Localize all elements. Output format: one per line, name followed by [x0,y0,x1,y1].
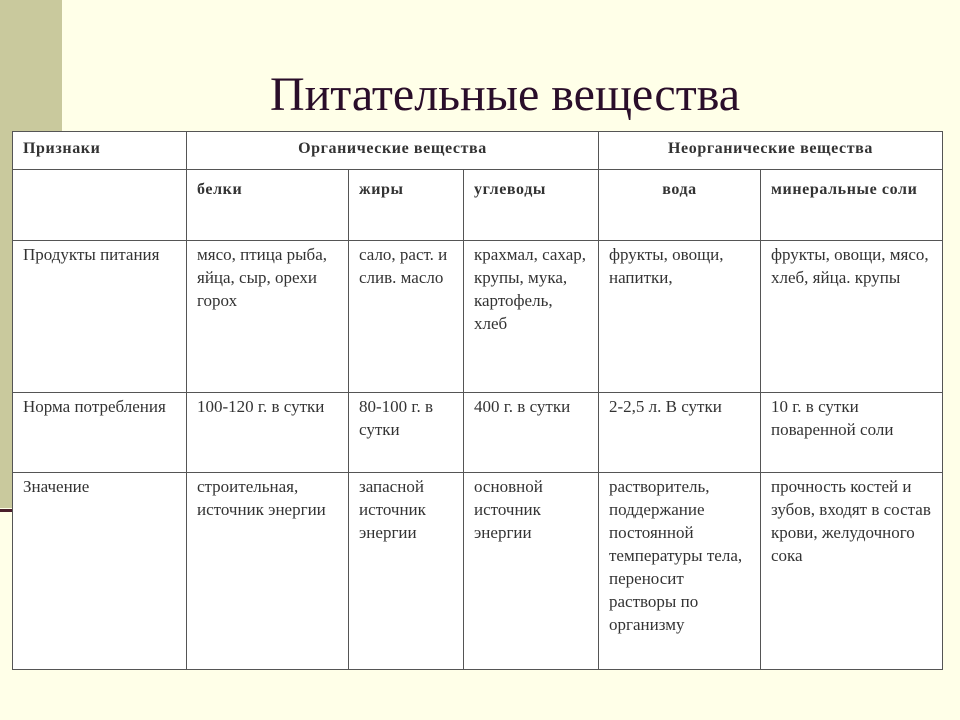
table-subheader-row [13,170,943,241]
header-carbs: углеводы [464,170,599,241]
cell-fats: 80-100 г. в сутки [349,393,464,473]
table-header-row [13,132,943,170]
header-attributes: Признаки [13,132,187,170]
table-row [13,241,943,393]
header-organic: Органические вещества [187,132,599,170]
row-label: Продукты питания [13,241,187,393]
header-minerals: минеральные соли [761,170,943,241]
cell-proteins: 100-120 г. в сутки [187,393,349,473]
cell-water: фрукты, овощи, напитки, [599,241,761,393]
cell-minerals: фрукты, овощи, мясо, хлеб, яйца. крупы [761,241,943,393]
cell-carbs: крахмал, сахар, крупы, мука, картофель, хлеб [464,241,599,393]
row-label: Норма потребления [13,393,187,473]
row-label: Значение [13,473,187,670]
cell-proteins: строительная, источник энергии [187,473,349,670]
table-row [13,473,943,670]
slide-title: Питательные вещества [269,68,741,121]
header-proteins: белки [187,170,349,241]
cell-fats: запасной источник энергии [349,473,464,670]
cell-carbs: основной источник энергии [464,473,599,670]
cell-fats: сало, раст. и слив. масло [349,241,464,393]
header-fats: жиры [349,170,464,241]
header-water: вода [599,170,761,241]
header-empty [13,170,187,241]
cell-minerals: прочность костей и зубов, входят в состав крови, желудочного сока [761,473,943,670]
cell-water: 2-2,5 л. В сутки [599,393,761,473]
cell-water: растворитель, поддержание постоянной температуры тела, переносит растворы по организму [599,473,761,670]
table-row [13,393,943,473]
cell-proteins: мясо, птица рыба, яйца, сыр, орехи горох [187,241,349,393]
cell-carbs: 400 г. в сутки [464,393,599,473]
cell-minerals: 10 г. в сутки поваренной соли [761,393,943,473]
header-inorganic: Неорганические вещества [599,132,943,170]
nutrients-table [12,131,943,670]
